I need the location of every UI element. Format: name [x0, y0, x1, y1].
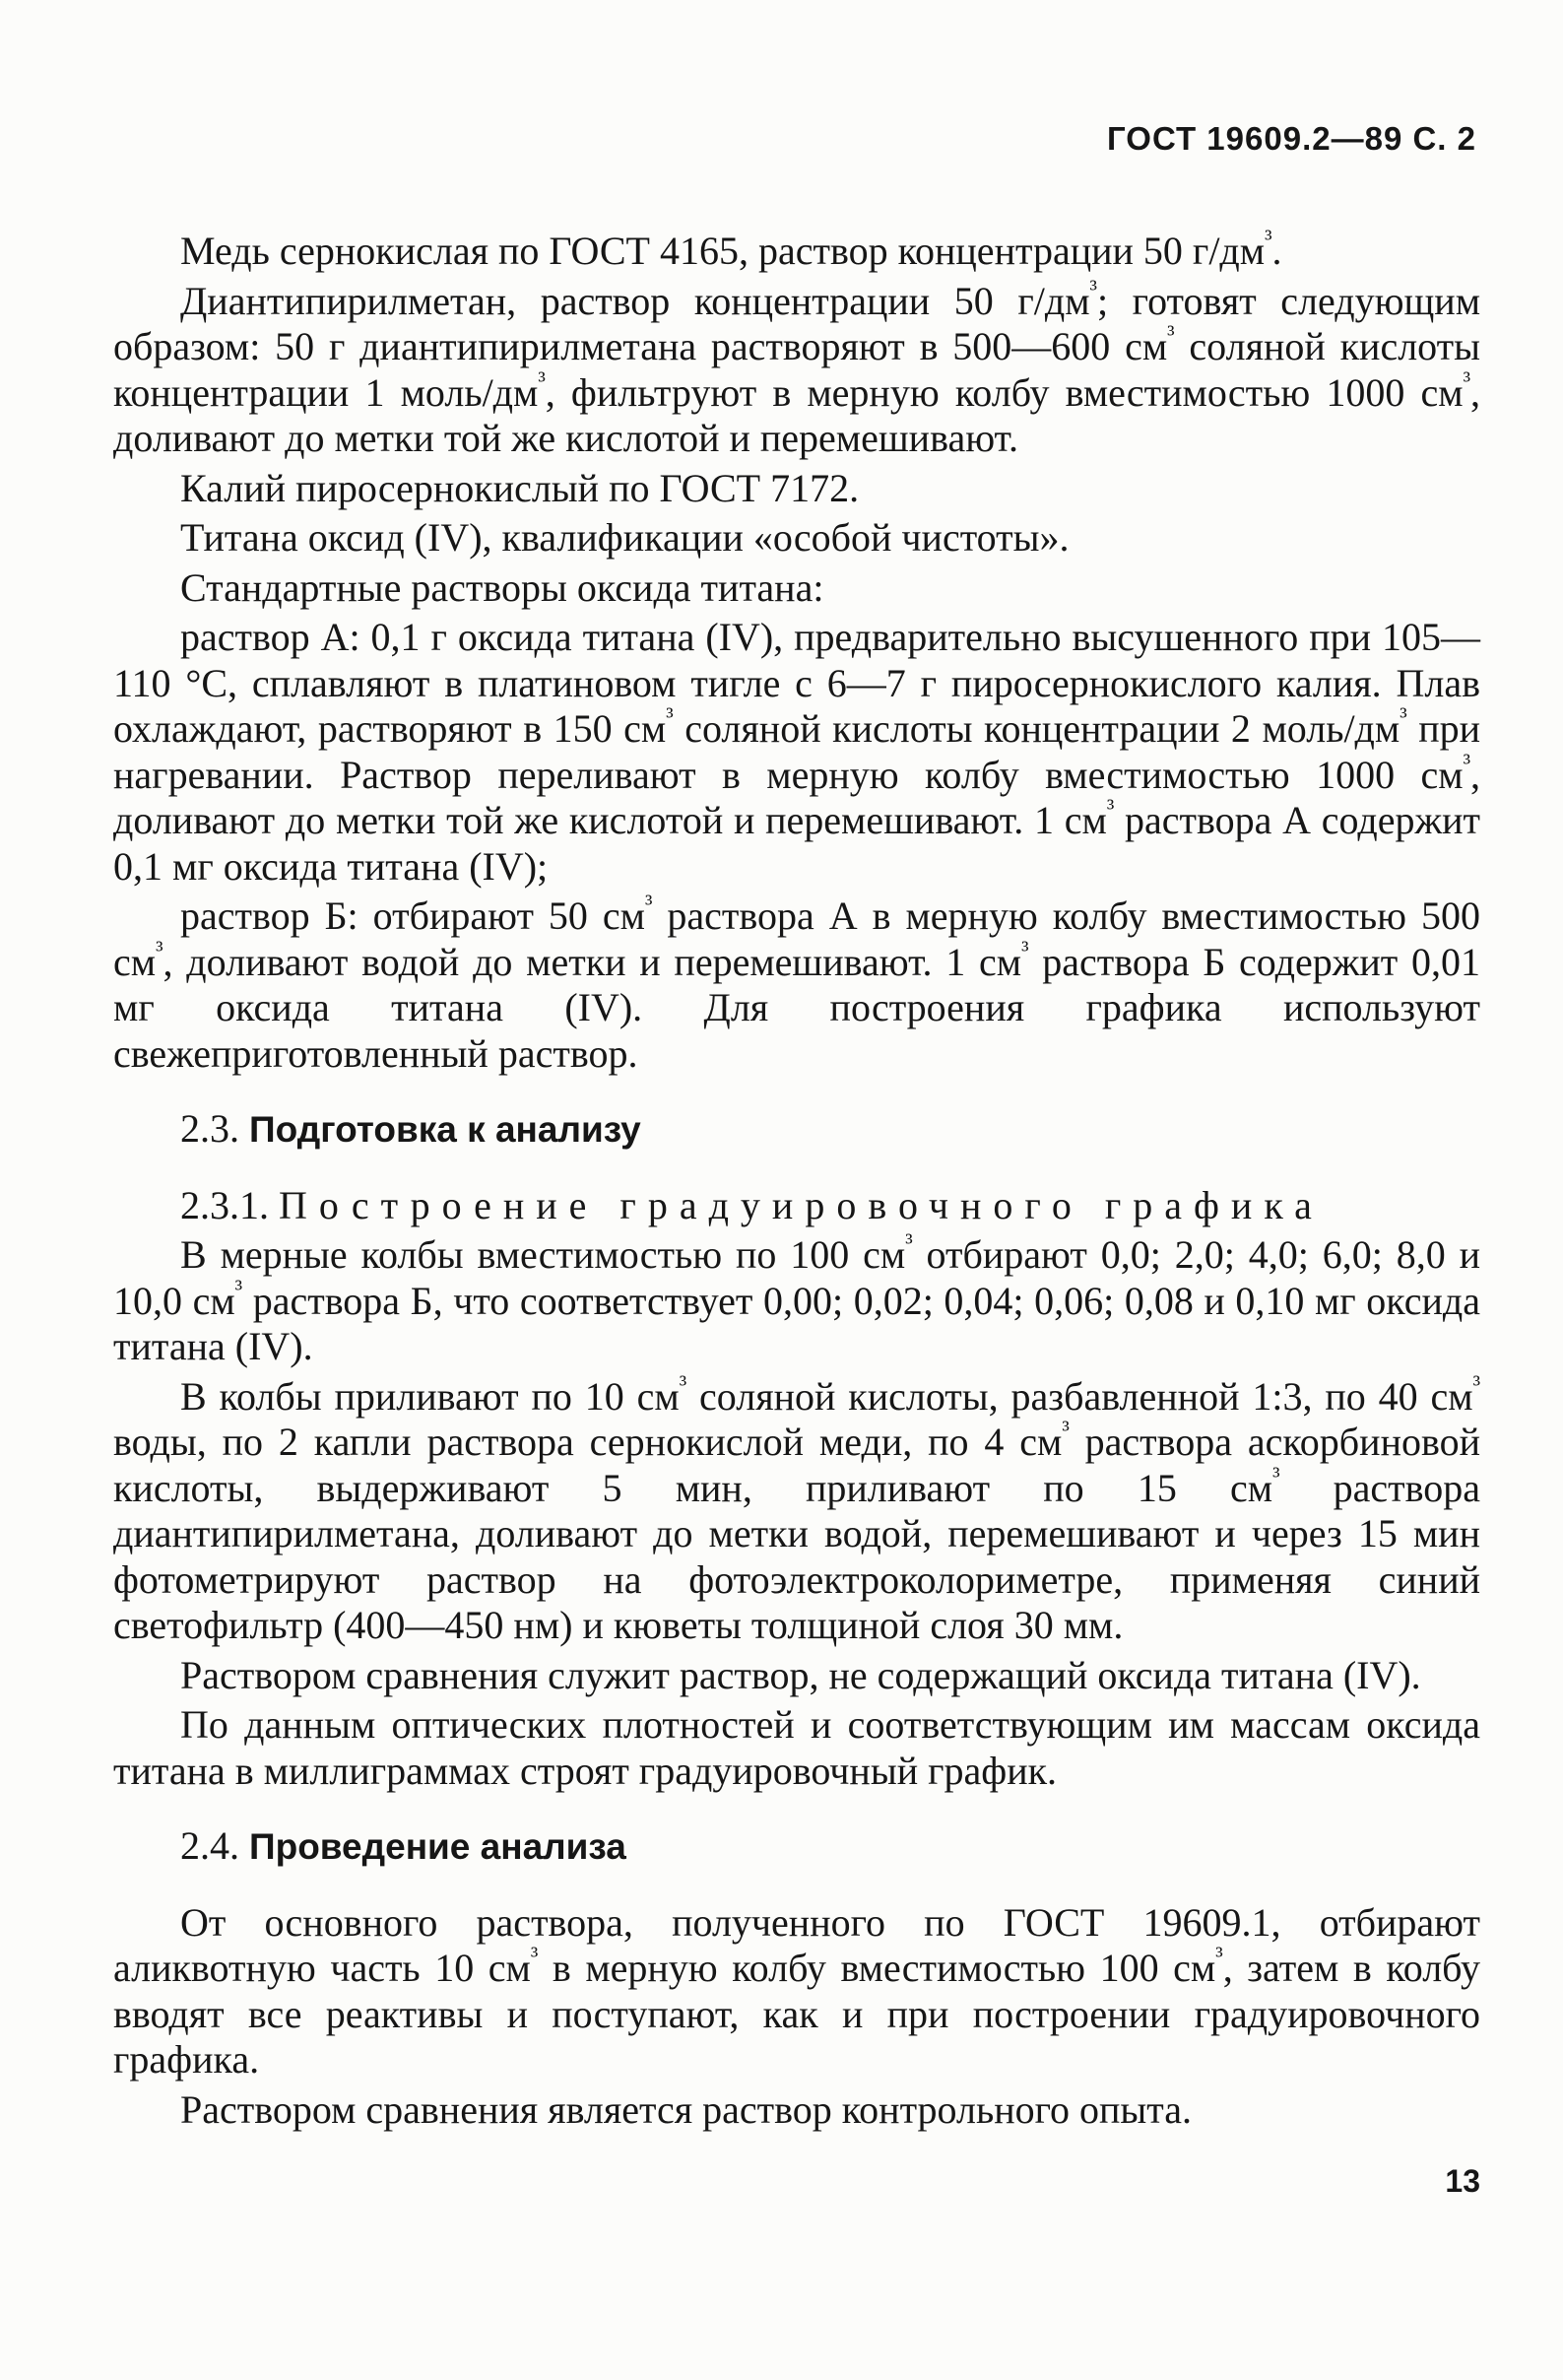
paragraph-solution-b: раствор Б: отбирают 50 $см^{^3}$ раствора А в мерную колбу вместимостью 500 $см^{^3}$, доливают водой до метки и перемешивают. 1 $см^{^3}$ раствора Б содержит 0,01 мг оксида титана (IV). Для построения графика используют свежеприготовленный раствор. — [113, 891, 1480, 1076]
superscript-3: ³ — [1062, 1417, 1070, 1444]
superscript-3: ³ — [905, 1229, 913, 1257]
page-number: 13 — [1445, 2163, 1480, 2199]
paragraph-potassium-pyrosulfate: Калий пиросернокислый по ГОСТ 7172. — [180, 465, 860, 510]
superscript-3: ³ — [1272, 1463, 1280, 1490]
superscript-3: ³ — [530, 1943, 539, 1970]
superscript-3: ³ — [1089, 276, 1097, 303]
superscript-3: ³ — [1167, 321, 1175, 349]
paragraph-control-solution: Раствором сравнения является раствор контрольного опыта. — [180, 2086, 1193, 2132]
superscript-3: ³ — [538, 367, 546, 395]
section-heading-2-4 — [180, 1823, 1480, 1871]
page-header: ГОСТ 19609.2—89 С. 2 — [1107, 120, 1476, 157]
paragraph-aliquot: От основного раствора, полученного по ГОСТ 19609.1, отбирают аликвотную часть 10 $см^{^3}$ в мерную колбу вместимостью 100 $см^{^3}$, затем в колбу вводят все реактивы и поступают, как и при построении градуировочного графика. — [113, 1899, 1480, 2082]
paragraph-calibration-graph: По данным оптических плотностей и соответствующим им массам оксида титана в миллиграммах строят градуировочный график. — [113, 1702, 1480, 1793]
paragraph-standard-solutions: Стандартные растворы оксида титана: — [180, 564, 824, 610]
superscript-3: ³ — [1215, 1943, 1223, 1970]
superscript-3: ³ — [234, 1276, 243, 1303]
section-title: Проведение анализа — [249, 1826, 626, 1867]
superscript-3: ³ — [1265, 226, 1272, 253]
subsection-title: Построение градуировочного графика — [279, 1182, 1324, 1227]
superscript-3: ³ — [644, 891, 653, 918]
paragraph-procedure: В колбы приливают по 10 $см^{^3}$ соляной кислоты, разбавленной 1:3, по 40 $см^{^3}$ воды, по 2 капли раствора сернокислой меди, по 4 $см^{^3}$ раствора аскорбиновой кислоты, выдерживают 5 мин, приливают по 15 $см^{^3}$ раствора диантипирилметана, доливают до метки водой, перемешивают и через 15 мин фотометрируют раствор на фотоэлектроколориметре, применяя синий светофильтр (400—450 нм) и кюветы толщиной слоя 30 мм. — [113, 1371, 1481, 1647]
superscript-3: ³ — [1021, 937, 1029, 964]
superscript-3: ³ — [679, 1371, 687, 1399]
section-number: 2.3. — [180, 1106, 239, 1151]
section-title: Подготовка к анализу — [249, 1109, 641, 1150]
superscript-3: ³ — [1463, 367, 1470, 395]
superscript-3: ³ — [666, 703, 674, 731]
subsection-number: 2.3.1. — [180, 1182, 269, 1227]
paragraph-diantipyrylmethane: Диантипирилметан, раствор концентрации 50 $г/дм^{^3}$; готовят следующим образом: 50 г диантипирилметана растворяют в 500—600 $см^{^3}$ соляной кислоты концентрации 1 моль/$дм^{^3}$, фильтруют в мерную колбу вместимостью 1000 $см^{^3}$, доливают до метки той же кислотой и перемешивают. — [113, 276, 1481, 460]
paragraph-flask-volumes: В мерные колбы вместимостью по 100 $см^{^3}$ отбирают 0,0; 2,0; 4,0; 6,0; 8,0 и 10,0 $см^{^3}$ раствора Б, что соответствует 0,00; 0,02; 0,04; 0,06; 0,08 и 0,10 мг оксида титана (IV). — [113, 1229, 1481, 1368]
superscript-3: ³ — [1400, 703, 1407, 731]
superscript-3: ³ — [1472, 1371, 1480, 1399]
paragraph-titanium-oxide: Титана оксид (IV), квалификации «особой чистоты». — [180, 515, 1070, 560]
section-number: 2.4. — [180, 1823, 239, 1868]
paragraph-comparison-solution: Раствором сравнения служит раствор, не содержащий оксида титана (IV). — [180, 1652, 1421, 1697]
section-heading-2-3 — [180, 1106, 1480, 1154]
superscript-3: ³ — [1106, 795, 1115, 823]
paragraph-solution-a: раствор А: 0,1 г оксида титана (IV), предварительно высушенного при 105—110 °С, сплавляют в платиновом тигле с 6—7 г пиросернокислого калия. Плав охлаждают, растворяют в 150 $см^{^3}$ соляной кислоты концентрации 2 моль/$дм^{^3}$ при нагревании. Раствор переливают в мерную колбу вместимостью 1000 $см^{^3}$, доливают до метки той же кислотой и перемешивают. 1 $см^{^3}$ раствора А содержит 0,1 мг оксида титана (IV); — [113, 615, 1481, 889]
superscript-3: ³ — [156, 937, 163, 964]
subsection-heading-2-3-1 — [180, 1183, 1480, 1229]
paragraph-copper-sulfate: Медь сернокислая по ГОСТ 4165, раствор концентрации 50 $г/дм^{^3}$. — [180, 226, 1282, 273]
superscript-3: ³ — [1463, 750, 1470, 777]
